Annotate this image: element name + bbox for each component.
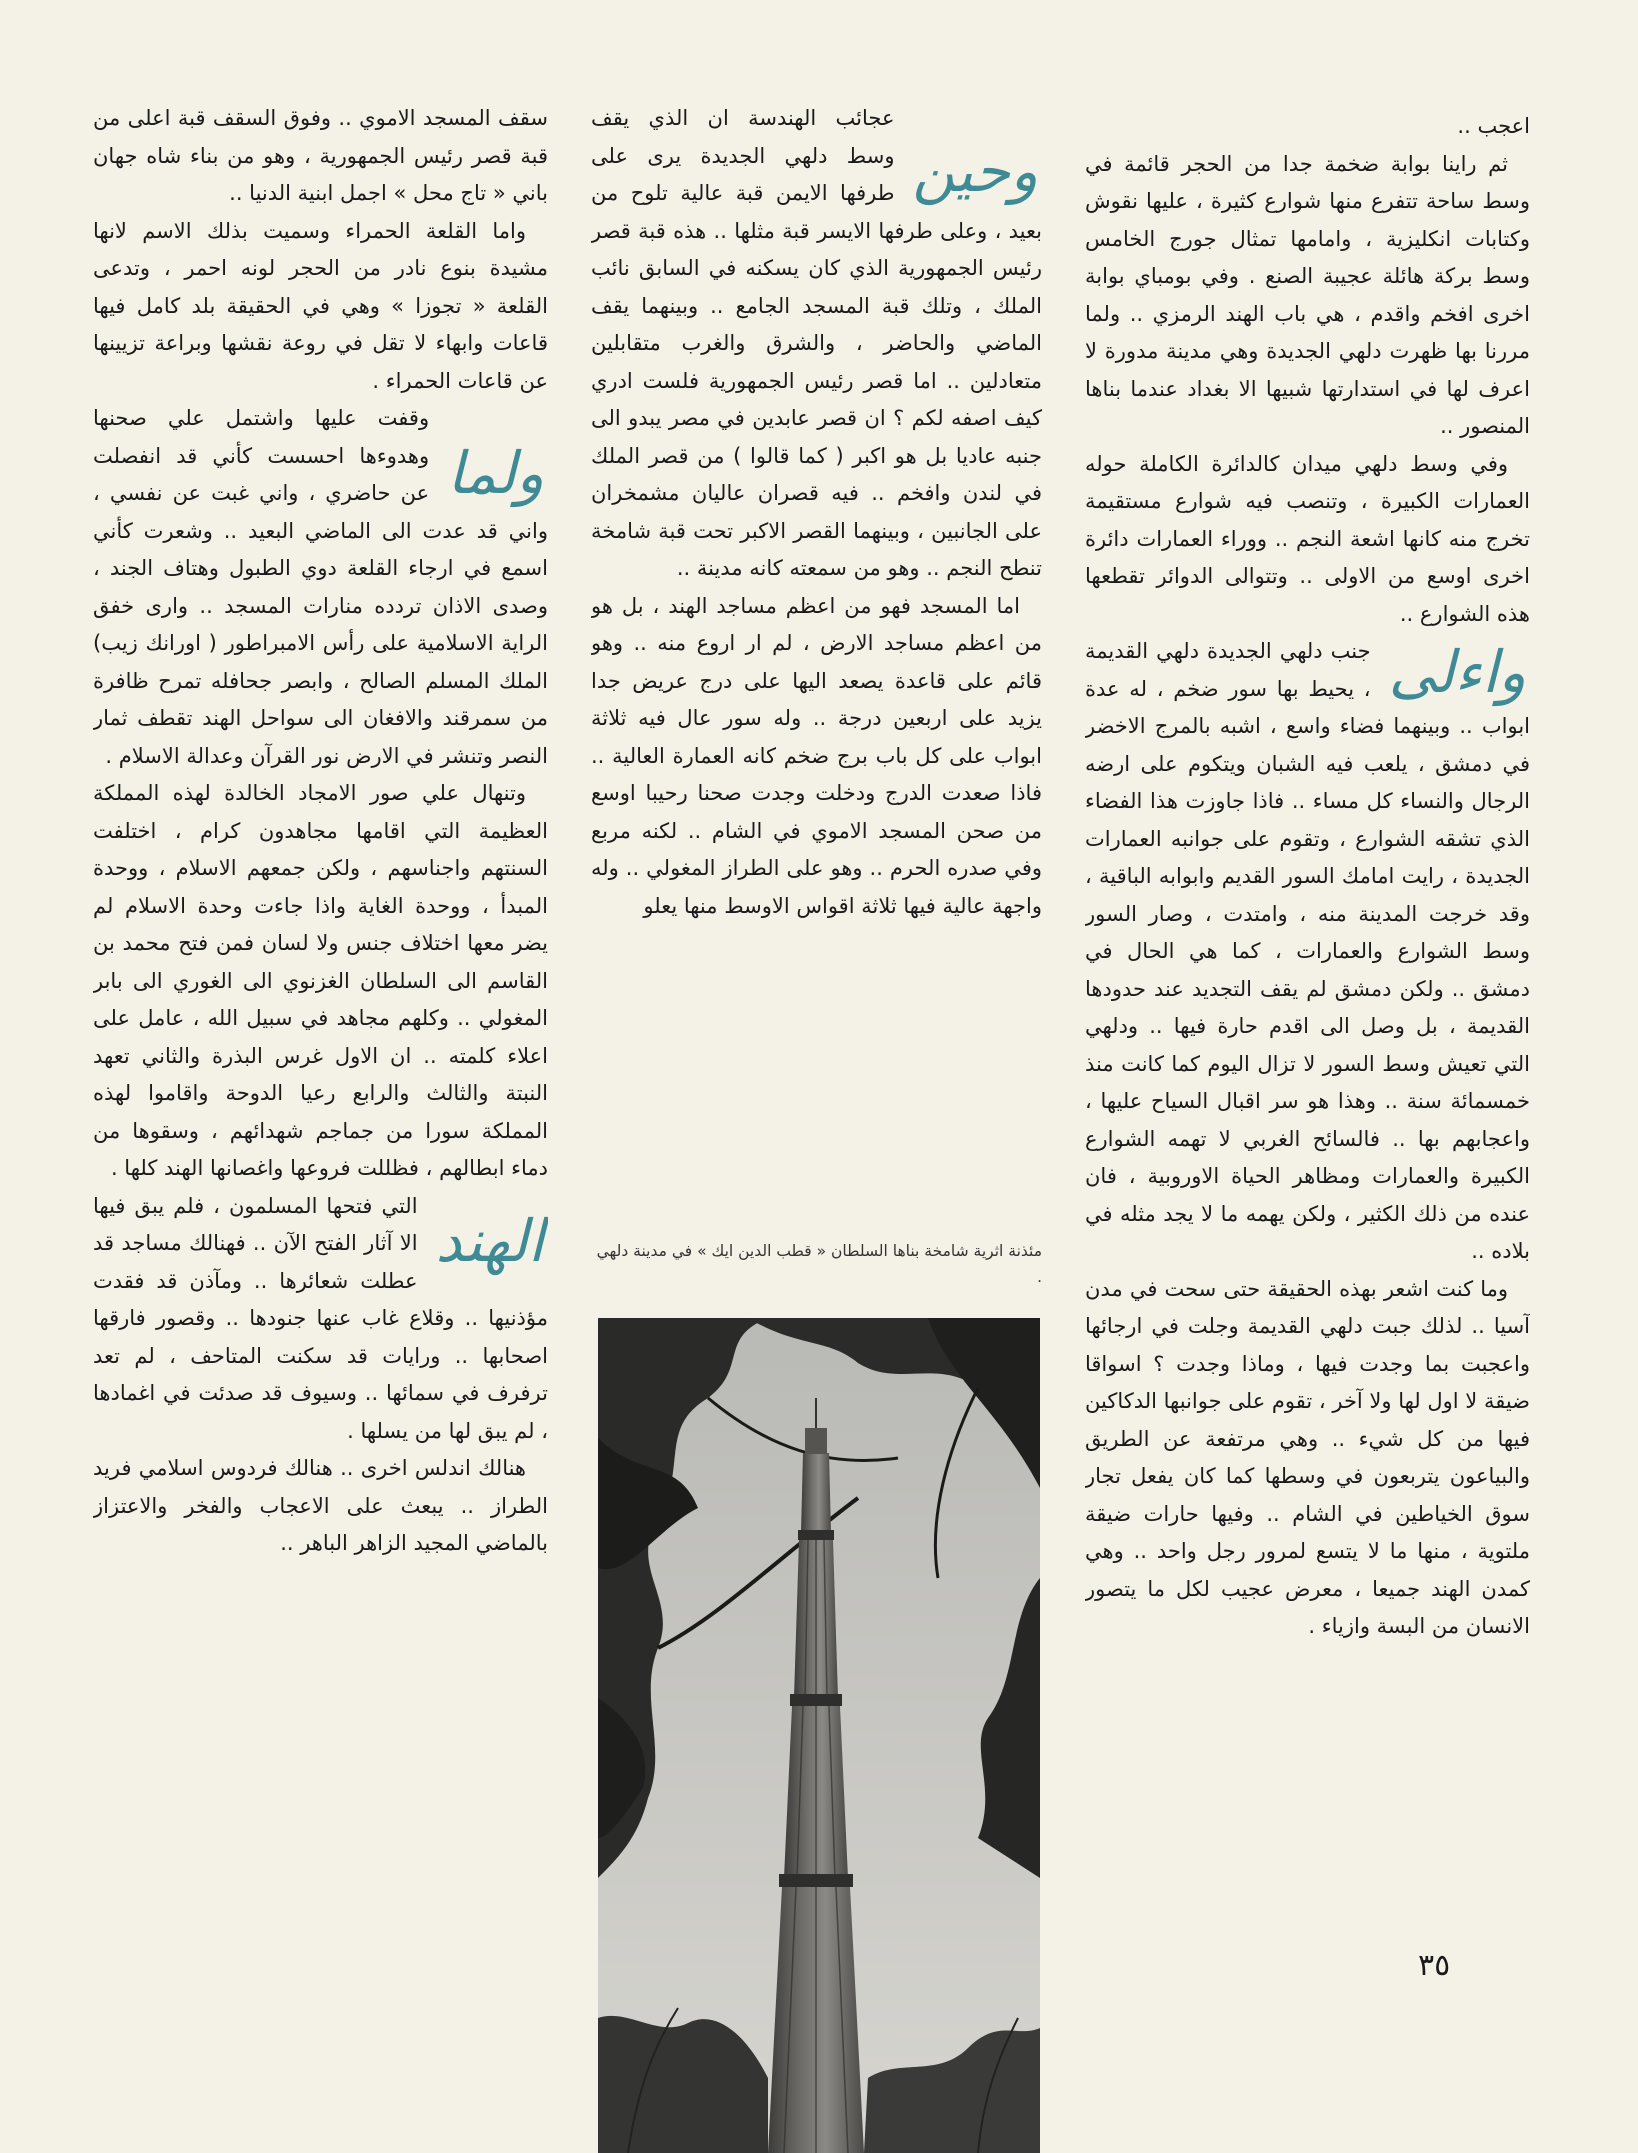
- paragraph: وقفت عليها واشتمل علي صحنها وهدوءها احسست كأني قد انفصلت عن حاضري ، واني غبت عن نفسي ، واني قد عدت الى الماضي البعيد .. وشعرت كأني اسمع في ارجاء القلعة دوي الطبول وهتاف الجند ، وصدى الاذان تردده منارات المسجد .. وارى خفق الراية الاسلامية على رأس الامبراطور ( اورانك زيب) الملك المسلم الصالح ، وابصر جحافله تمرح ظافرة من سمرقند والافغان الى سواحل الهند تقطف ثمار النصر وتنشر في الارض نور القرآن وعدالة الاسلام .: [93, 406, 548, 768]
- paragraph: واما القلعة الحمراء وسميت بذلك الاسم لانها مشيدة بنوع نادر من الحجر لونه احمر ، وتدعى القلعة « تجوزا » وهي في الحقيقة بلد كامل فيها قاعات وابهاء لا تقل في روعة نقشها وبراعة تزيينها عن قاعات الحمراء .: [93, 218, 548, 393]
- article-column-middle: [591, 100, 1042, 1240]
- decorative-dropcap: واءلى: [1388, 638, 1526, 706]
- paragraph: وتنهال علي صور الامجاد الخالدة لهذه المملكة العظيمة التي اقامها مجاهدون كرام ، اختلفت السنتهم واجناسهم ، ولكن جمعهم الاسلام ، ووحدة المبدأ ، ووحدة الغاية واذا جاءت وحدة الاسلام لم يضر معها اختلاف جنس ولا لسان فمن فتح محمد بن القاسم الى السلطان الغزنوي الى الغوري الى بابر المغولي .. وكلهم مجاهد في سبيل الله ، عامل على اعلاء كلمته .. ان الاول غرس البذرة والثاني تعهد النبتة والثالث والرابع رعيا الدوحة واقاموا لهذه المملكة سورا من جماجم شهدائهم ، وسقوها من دماء ابطالهم ، فظللت فروعها واغصانها الهند كلها .: [93, 781, 548, 1180]
- article-column-right: [1085, 108, 1530, 2018]
- paragraph: سقف المسجد الاموي .. وفوق السقف قبة اعلى من قبة قصر رئيس الجمهورية ، وهو من بناء شاه جهان باني « تاج محل » اجمل ابنية الدنيا ..: [93, 106, 548, 205]
- article-column-left: [93, 100, 548, 2060]
- paragraph: جنب دلهي الجديدة دلهي القديمة ، يحيط بها سور ضخم ، له عدة ابواب .. وبينهما فضاء واسع ، اشبه بالمرج الاخضر في دمشق ، يلعب فيه الشبان ويتكوم على ارضه الرجال والنساء كل مساء .. فاذا جاوزت هذا الفضاء الذي تشقه الشوارع ، وتقوم على جوانبه العمارات الجديدة ، رايت امامك السور القديم وابوابه الباقية ، وقد خرجت المدينة منه ، وامتدت ، وصار السور وسط الشوارع والعمارات ، كما هي الحال في دمشق .. ولكن دمشق لم يقف التجديد عند حدودها القديمة ، بل وصل الى اقدم حارة فيها .. ودلهي التي تعيش وسط السور لا تزال اليوم كما كانت منذ خمسمائة سنة .. وهذا هو سر اقبال السياح عليها ، واعجابهم بها .. فالسائح الغربي لا تهمه الشوارع الكبيرة والعمارات ومظاهر الحياة الاوروبية ، فان عنده من ذلك الكثير ، ولكن يهمه ما لا يجد مثله في بلاده ..: [1085, 639, 1530, 1263]
- decorative-dropcap: وحين: [912, 137, 1038, 205]
- photo-caption: مئذنة اثرية شامخة بناها السلطان « قطب الدين ايك » في مدينة دلهي .: [596, 1242, 1042, 1286]
- decorative-dropcap: الهند: [435, 1206, 544, 1275]
- paragraph: اما المسجد فهو من اعظم مساجد الهند ، بل هو من اعظم مساجد الارض ، لم ار اروع منه .. وهو قائم على قاعدة يصعد اليها على درج عريض جدا يزيد على اربعين درجة .. وله سور عال فيه ثلاثة ابواب على كل باب برج ضخم كانه العمارة العالية .. فاذا صعدت الدرج ودخلت وجدت صحنا رحيبا اوسع من صحن المسجد الاموي في الشام .. لكنه مربع وفي صدره الحرم .. وهو على الطراز المغولي .. وله واجهة عالية فيها ثلاثة اقواس الاوسط منها يعلو: [591, 593, 1042, 918]
- paragraph: عجائب الهندسة ان الذي يقف وسط دلهي الجديدة يرى على طرفها الايمن قبة عالية تلوح من بعيد ، وعلى طرفها الايسر قبة مثلها .. هذه قبة قصر رئيس الجمهورية الذي كان يسكنه في السابق نائب الملك ، وتلك قبة المسجد الجامع .. وبينهما يقف الماضي والحاضر ، والشرق والغرب متقابلين متعادلين .. اما قصر رئيس الجمهورية فلست ادري كيف اصفه لكم ؟ ان قصر عابدين في مصر يبدو الى جنبه عاديا بل هو اكبر ( كما قالوا ) من قصر الملك في لندن وافخم .. فيه قصران عاليان مشمخران على الجانبين ، وبينهما القصر الاكبر تحت قبة شامخة تنطح النجم .. وهو من سمعته كانه مدينة ..: [591, 106, 1042, 580]
- paragraph: وفي وسط دلهي ميدان كالدائرة الكاملة حوله العمارات الكبيرة ، وتنصب فيه شوارع مستقيمة تخرج منه كانها اشعة النجم .. ووراء العمارات دائرة اخرى اوسع من الاولى .. وتتوالى الدوائر تقطعها هذه الشوارع ..: [1085, 451, 1530, 626]
- decorative-dropcap: ولما: [447, 439, 544, 507]
- paragraph: اعجب ..: [1457, 114, 1530, 138]
- page-number: ٣٥: [1418, 1948, 1451, 1983]
- minaret-photo: [598, 1318, 1040, 2153]
- paragraph: ثم راينا بوابة ضخمة جدا من الحجر قائمة في وسط ساحة تتفرع منها شوارع كثيرة ، عليها نقوش وكتابات انكليزية ، وامامها تمثال جورج الخامس وسط بركة هائلة عجيبة الصنع . وفي بومباي بوابة اخرى افخم واقدم ، هي باب الهند الرمزي .. ولما مررنا بها ظهرت دلهي الجديدة وهي مدينة مدورة لا اعرف لها في استدارتها شبيها الا بغداد عندما بناها المنصور ..: [1085, 151, 1530, 438]
- paragraph: هنالك اندلس اخرى .. هنالك فردوس اسلامي فريد الطراز .. يبعث على الاعجاب والفخر والاعتزاز بالماضي المجيد الزاهر الباهر ..: [93, 1456, 548, 1555]
- paragraph: التي فتحها المسلمون ، فلم يبق فيها الا آثار الفتح الآن .. فهنالك مساجد قد عطلت شعائرها .. ومآذن قد فقدت مؤذنيها .. وقلاع غاب عنها جنودها .. وقصور فارقها اصحابها .. ورايات قد سكنت المتاحف ، لم تعد ترفرف في سمائها .. وسيوف قد صدئت في اغمادها ، لم يبق لها من يسلها .: [93, 1193, 548, 1443]
- paragraph: وما كنت اشعر بهذه الحقيقة حتى سحت في مدن آسيا .. لذلك جبت دلهي القديمة وجلت في ارجائها واعجبت بما وجدت فيها ، وماذا وجدت ؟ اسواقا ضيقة لا اول لها ولا آخر ، تقوم على جوانبها الدكاكين فيها من كل شيء .. وهي مرتفعة عن الطريق والبياعون يتربعون في وسطها كما كان يفعل تجار سوق الخياطين في الشام .. وفيها حارات ضيقة ملتوية ، منها ما لا يتسع لمرور رجل واحد .. وهي كمدن الهند جميعا ، معرض عجيب لكل ما يتصور الانسان من البسة وازياء .: [1085, 1276, 1530, 1638]
